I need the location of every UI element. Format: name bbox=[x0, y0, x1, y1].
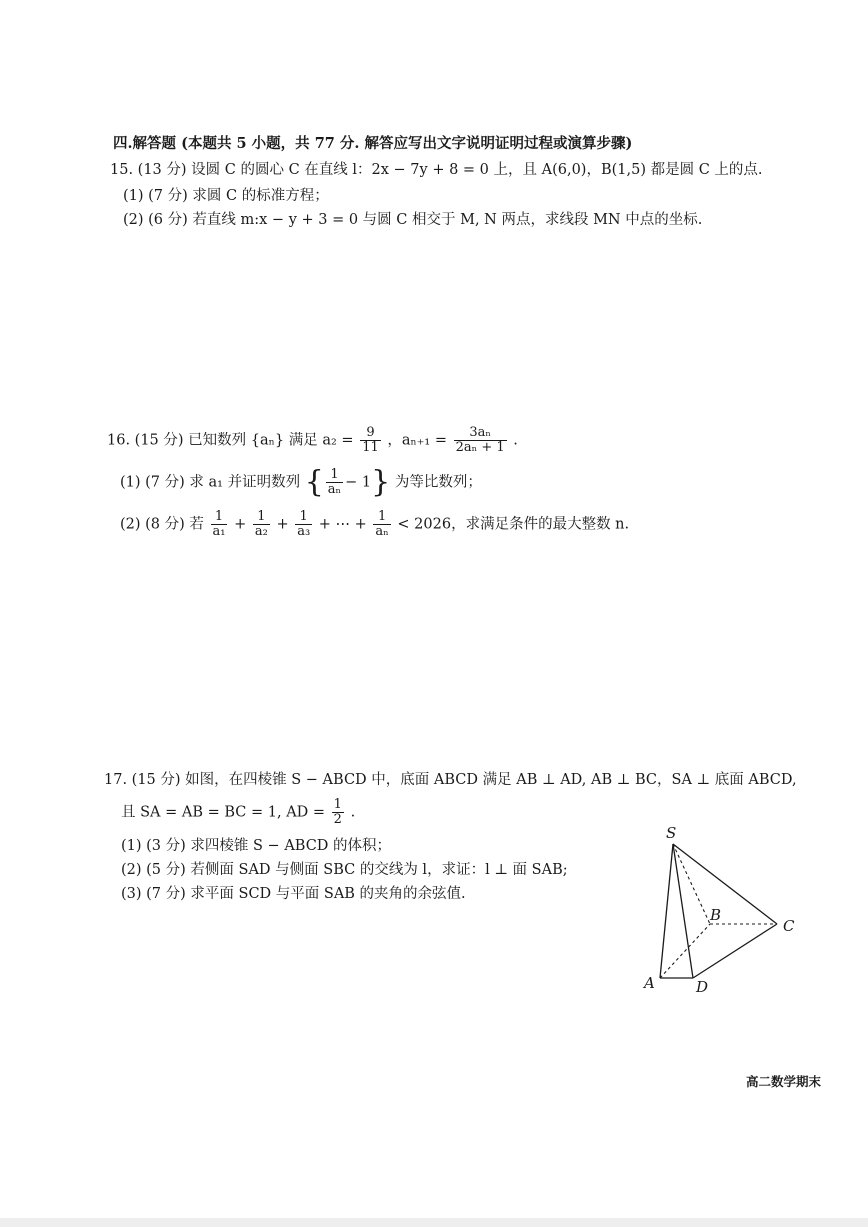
q16-termn-denominator: aₙ bbox=[375, 524, 389, 539]
q16-sum-term2 bbox=[253, 510, 270, 539]
q17-line2-text-b: . bbox=[350, 804, 356, 821]
q16-part1-text-b: 为等比数列； bbox=[394, 474, 482, 491]
bottom-strip bbox=[0, 1218, 868, 1227]
vertex-label-B: B bbox=[710, 906, 722, 924]
q16-stem-text-a: 16. (15 分) 已知数列 {aₙ} 满足 a₂ = bbox=[107, 432, 354, 449]
edge-DC bbox=[693, 924, 777, 978]
pyramid-figure bbox=[630, 818, 810, 998]
vertex-label-C: C bbox=[783, 917, 795, 935]
q16-sum-term3 bbox=[295, 510, 312, 539]
q16-term2-numerator: 1 bbox=[253, 510, 270, 525]
vertex-label-A: A bbox=[644, 974, 655, 992]
q16-part1-text-a: (1) (7 分) 求 a₁ 并证明数列 bbox=[120, 474, 301, 491]
q17-part2: (2) (5 分) 若侧面 SAD 与侧面 SBC 的交线为 l，求证：l ⊥ 面 SAB; bbox=[121, 862, 568, 878]
q16-rec-denominator: 2aₙ + 1 bbox=[455, 440, 505, 455]
q16-part1-denominator: aₙ bbox=[327, 482, 342, 497]
q16-term3-numerator: 1 bbox=[295, 510, 312, 525]
q16-a2-denominator: 11 bbox=[362, 440, 379, 455]
q15-stem: 15. (13 分) 设圆 C 的圆心 C 在直线 l：2x − 7y + 8 = 0 上，且 A(6,0)，B(1,5) 都是圆 C 上的点. bbox=[110, 162, 763, 178]
vertex-label-D: D bbox=[696, 978, 709, 996]
q16-part1-numerator: 1 bbox=[326, 468, 343, 483]
q16-plus-2: + bbox=[276, 516, 289, 533]
q17-half-numerator: 1 bbox=[333, 797, 342, 812]
q16-part1 bbox=[120, 464, 482, 500]
q17-line2-text-a: 且 SA = AB = BC = 1, AD = bbox=[121, 804, 326, 821]
q17-part1: (1) (3 分) 求四棱锥 S − ABCD 的体积； bbox=[121, 838, 392, 854]
q16-term1-numerator: 1 bbox=[211, 510, 228, 525]
q15-part1: (1) (7 分) 求圆 C 的标准方程； bbox=[123, 188, 329, 204]
edge-AB-hidden bbox=[660, 924, 710, 978]
q17-stem: 17. (15 分) 如图，在四棱锥 S − ABCD 中，底面 ABCD 满足 AB ⊥ AD, AB ⊥ BC，SA ⊥ 底面 ABCD, bbox=[104, 772, 797, 788]
q16-term3-denominator: a₃ bbox=[297, 524, 311, 539]
edge-SA bbox=[660, 844, 673, 978]
q16-rec-numerator: 3aₙ bbox=[454, 426, 507, 441]
q16-term1-denominator: a₁ bbox=[212, 524, 226, 539]
q16-part2 bbox=[120, 510, 629, 539]
edge-SC bbox=[673, 844, 777, 924]
q16-part2-text-b: < 2026，求满足条件的最大整数 n. bbox=[397, 516, 630, 533]
q17-half-denominator: 2 bbox=[333, 812, 342, 827]
q16-plus-1: + bbox=[234, 516, 247, 533]
q16-sum-termn bbox=[373, 510, 390, 539]
q17-part3: (3) (7 分) 求平面 SCD 与平面 SAB 的夹角的余弦值. bbox=[121, 886, 466, 902]
q16-part1-minus: − 1 bbox=[345, 474, 372, 491]
q17-stem-line2 bbox=[121, 798, 355, 827]
page-footer: 高二数学期末 bbox=[746, 1074, 822, 1089]
edge-SD bbox=[673, 844, 693, 978]
q17-half-fraction bbox=[332, 798, 344, 827]
q16-recurrence-fraction bbox=[454, 426, 507, 455]
q16-termn-numerator: 1 bbox=[373, 510, 390, 525]
q16-right-brace: } bbox=[371, 464, 391, 500]
section-title: 四.解答题 (本题共 5 小题，共 77 分. 解答应写出文字说明证明过程或演算步骤) bbox=[113, 135, 633, 152]
q16-ellipsis: + ⋯ + bbox=[318, 516, 367, 533]
q15-part2: (2) (6 分) 若直线 m:x − y + 3 = 0 与圆 C 相交于 M, N 两点，求线段 MN 中点的坐标. bbox=[123, 212, 703, 228]
q16-stem bbox=[107, 426, 518, 455]
q16-stem-text-c: . bbox=[513, 432, 518, 449]
q16-a2-numerator: 9 bbox=[360, 426, 381, 441]
q16-sum-term1 bbox=[211, 510, 228, 539]
vertex-label-S: S bbox=[666, 824, 677, 842]
q16-a2-fraction bbox=[360, 426, 381, 455]
q16-term2-denominator: a₂ bbox=[254, 524, 268, 539]
q16-part2-text-a: (2) (8 分) 若 bbox=[120, 516, 204, 533]
q16-left-brace: { bbox=[304, 464, 324, 500]
q16-stem-text-b: ，aₙ₊₁ = bbox=[387, 432, 447, 449]
q16-part1-fraction bbox=[326, 468, 343, 497]
